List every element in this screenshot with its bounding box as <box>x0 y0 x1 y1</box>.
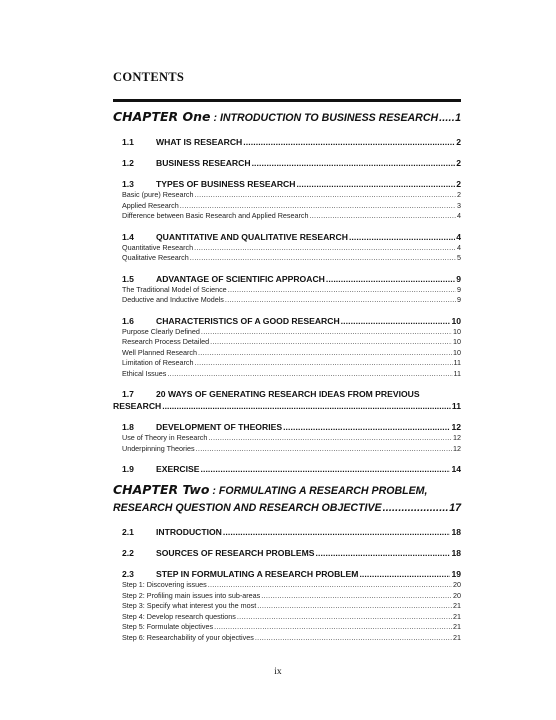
subsection-title: Qualitative Research <box>122 253 189 262</box>
dot-leader <box>283 421 450 433</box>
dot-leader <box>237 612 452 623</box>
section-number: 1.4 <box>122 231 134 242</box>
dot-leader <box>195 190 456 201</box>
section-title: TYPES OF BUSINESS RESEARCH <box>156 179 296 189</box>
chapter-entry[interactable] <box>113 108 461 127</box>
subsection-entry[interactable] <box>113 348 461 359</box>
subsection-page: 10 <box>453 347 461 357</box>
subsection-entry[interactable] <box>113 622 461 633</box>
subsection-title: Limitation of Research <box>122 358 194 367</box>
dot-leader <box>190 253 456 264</box>
section-entry[interactable] <box>113 178 461 190</box>
dot-leader <box>255 633 452 644</box>
subsection-title: Step 4: Develop research questions <box>122 611 236 621</box>
dot-leader <box>316 547 451 559</box>
subsection-entry[interactable] <box>113 369 461 380</box>
subsection-entry[interactable] <box>113 295 461 306</box>
section-page: 12 <box>451 422 461 432</box>
chapter-name: CHAPTER Two <box>113 482 210 497</box>
chapter-title-continued: RESEARCH QUESTION AND RESEARCH OBJECTIVE <box>113 502 382 514</box>
dot-leader <box>243 136 455 148</box>
section-entry[interactable] <box>113 136 461 148</box>
dot-leader <box>257 601 452 612</box>
subsection-title: Step 2: Profiling main issues into sub-areas <box>122 590 261 600</box>
section-page: 9 <box>456 273 461 284</box>
section-page: 2 <box>456 158 461 168</box>
section-number: 2.2 <box>122 548 134 558</box>
section-page: 10 <box>451 315 461 326</box>
subsection-page: 9 <box>457 284 461 294</box>
dot-leader <box>196 444 452 455</box>
dot-leader <box>383 500 449 517</box>
dot-leader <box>261 591 452 602</box>
chapter-page: 17 <box>449 502 461 514</box>
subsection-page: 20 <box>453 580 461 589</box>
section-entry[interactable] <box>113 315 461 327</box>
section-entry[interactable] <box>113 388 461 412</box>
subsection-entry[interactable] <box>113 444 461 455</box>
dot-leader <box>214 622 452 633</box>
section-page: 11 <box>451 401 461 411</box>
subsection-entry[interactable] <box>113 190 461 201</box>
section-number: 1.1 <box>122 137 134 147</box>
subsection-entry[interactable] <box>113 211 461 222</box>
subsection-entry[interactable] <box>113 601 461 612</box>
subsection-title: Ethical Issues <box>122 368 167 378</box>
subsection-page: 4 <box>457 242 461 252</box>
dot-leader <box>326 273 455 285</box>
subsection-page: 10 <box>453 326 461 336</box>
section-title: INTRODUCTION <box>156 527 222 537</box>
dot-leader <box>439 110 454 127</box>
chapter-title-line <box>113 108 461 127</box>
section-number: 2.1 <box>122 527 134 537</box>
section-number: 1.3 <box>122 179 134 189</box>
subsection-title: Purpose Clearly Defined <box>122 326 200 336</box>
section-title-line <box>113 400 461 412</box>
subsection-page: 11 <box>453 368 461 378</box>
dot-leader <box>349 231 455 243</box>
dot-leader <box>194 243 456 254</box>
subsection-title: Underpinning Theories <box>122 443 195 453</box>
section-title: CHARACTERISTICS OF A GOOD RESEARCH <box>156 315 340 326</box>
subsection-page: 11 <box>453 358 461 367</box>
dot-leader <box>162 400 451 412</box>
subsection-entry[interactable] <box>113 358 461 369</box>
subsection-title: Research Process Detailed <box>122 337 210 346</box>
subsection-page: 12 <box>453 443 461 453</box>
subsection-page: 9 <box>457 295 461 304</box>
subsection-page: 3 <box>457 200 461 210</box>
subsection-title: Quantitative Research <box>122 242 194 252</box>
section-page: 19 <box>451 569 461 579</box>
table-of-contents <box>113 108 461 643</box>
subsection-entry[interactable] <box>113 612 461 623</box>
subsection-title: Difference between Basic Research and Applied Research <box>122 211 309 220</box>
section-page: 18 <box>451 527 461 537</box>
subsection-page: 10 <box>453 337 461 346</box>
section-title: 20 WAYS OF GENERATING RESEARCH IDEAS FROM PREVIOUS <box>156 389 420 399</box>
section-entry[interactable] <box>113 157 461 169</box>
section-page: 2 <box>456 179 461 189</box>
subsection-entry[interactable] <box>113 253 461 264</box>
section-title: QUANTITATIVE AND QUALITATIVE RESEARCH <box>156 231 348 242</box>
dot-leader <box>201 327 452 338</box>
dot-leader <box>225 295 456 306</box>
dot-leader <box>359 568 450 580</box>
dot-leader <box>195 358 453 369</box>
dot-leader <box>210 337 452 348</box>
section-title-line <box>113 388 461 400</box>
subsection-entry[interactable] <box>113 633 461 644</box>
dot-leader <box>309 211 456 222</box>
subsection-page: 5 <box>457 253 461 262</box>
contents-heading: CONTENTS <box>113 70 185 84</box>
section-number: 1.2 <box>122 158 134 168</box>
subsection-page: 21 <box>453 622 461 631</box>
section-page: 2 <box>456 137 461 147</box>
subsection-page: 21 <box>453 601 461 610</box>
chapter-title: : INTRODUCTION TO BUSINESS RESEARCH <box>210 112 439 124</box>
chapter-name: CHAPTER One <box>113 109 211 124</box>
subsection-page: 21 <box>453 611 461 621</box>
subsection-title: Step 3: Specify what interest you the most <box>122 601 257 610</box>
subsection-entry[interactable] <box>113 433 461 444</box>
subsection-title: Step 5: Formulate objectives <box>122 622 214 631</box>
dot-leader <box>208 433 452 444</box>
chapter-title-line <box>113 500 461 517</box>
page-number: ix <box>274 667 282 677</box>
section-entry[interactable] <box>113 568 461 580</box>
section-page: 4 <box>456 231 461 242</box>
chapter-title-line <box>113 481 461 500</box>
section-number: 1.9 <box>122 464 134 474</box>
section-entry[interactable] <box>113 463 461 475</box>
heading-rule <box>113 99 461 102</box>
subsection-page: 12 <box>453 433 461 442</box>
section-title: EXERCISE <box>156 464 200 474</box>
subsection-entry[interactable] <box>113 201 461 212</box>
subsection-title: Step 6: Researchability of your objectives <box>122 632 254 642</box>
section-title: WHAT IS RESEARCH <box>156 137 243 147</box>
subsection-title: Applied Research <box>122 200 179 210</box>
section-number: 1.7 <box>122 389 134 399</box>
subsection-entry[interactable] <box>113 243 461 254</box>
subsection-page: 4 <box>457 211 461 220</box>
dot-leader <box>252 157 456 169</box>
section-entry[interactable] <box>113 231 461 243</box>
subsection-title: Basic (pure) Research <box>122 190 194 199</box>
section-title-continued: RESEARCH <box>113 401 162 411</box>
section-title: DEVELOPMENT OF THEORIES <box>156 422 283 432</box>
section-number: 1.6 <box>122 315 134 326</box>
dot-leader <box>208 580 452 591</box>
section-page: 14 <box>451 464 461 474</box>
chapter-title: : FORMULATING A RESEARCH PROBLEM, <box>209 485 428 497</box>
chapter-page: 1 <box>455 112 461 124</box>
subsection-entry[interactable] <box>113 580 461 591</box>
dot-leader <box>198 348 452 359</box>
section-entry[interactable] <box>113 421 461 433</box>
section-entry[interactable] <box>113 526 461 538</box>
subsection-title: Step 1: Discovering issues <box>122 580 207 589</box>
section-title: ADVANTAGE OF SCIENTIFIC APPROACH <box>156 273 325 284</box>
subsection-title: Deductive and Inductive Models <box>122 295 224 304</box>
section-number: 2.3 <box>122 569 134 579</box>
section-number: 1.5 <box>122 273 134 284</box>
dot-leader <box>180 201 456 212</box>
section-title: BUSINESS RESEARCH <box>156 158 251 168</box>
subsection-entry[interactable] <box>113 327 461 338</box>
section-title: STEP IN FORMULATING A RESEARCH PROBLEM <box>156 569 359 579</box>
subsection-page: 21 <box>453 632 461 642</box>
subsection-entry[interactable] <box>113 285 461 296</box>
dot-leader <box>341 315 451 327</box>
section-entry[interactable] <box>113 547 461 559</box>
chapter-entry[interactable] <box>113 481 461 517</box>
dot-leader <box>228 285 456 296</box>
dot-leader <box>296 178 455 190</box>
subsection-entry[interactable] <box>113 591 461 602</box>
dot-leader <box>167 369 452 380</box>
subsection-page: 20 <box>453 590 461 600</box>
subsection-entry[interactable] <box>113 337 461 348</box>
dot-leader <box>223 526 451 538</box>
subsection-page: 2 <box>457 190 461 199</box>
section-page: 18 <box>451 548 461 558</box>
subsection-title: The Traditional Model of Science <box>122 284 227 294</box>
section-title: SOURCES OF RESEARCH PROBLEMS <box>156 548 315 558</box>
section-entry[interactable] <box>113 273 461 285</box>
subsection-title: Use of Theory in Research <box>122 433 208 442</box>
subsection-title: Well Planned Research <box>122 347 197 357</box>
section-number: 1.8 <box>122 422 134 432</box>
dot-leader <box>200 463 450 475</box>
